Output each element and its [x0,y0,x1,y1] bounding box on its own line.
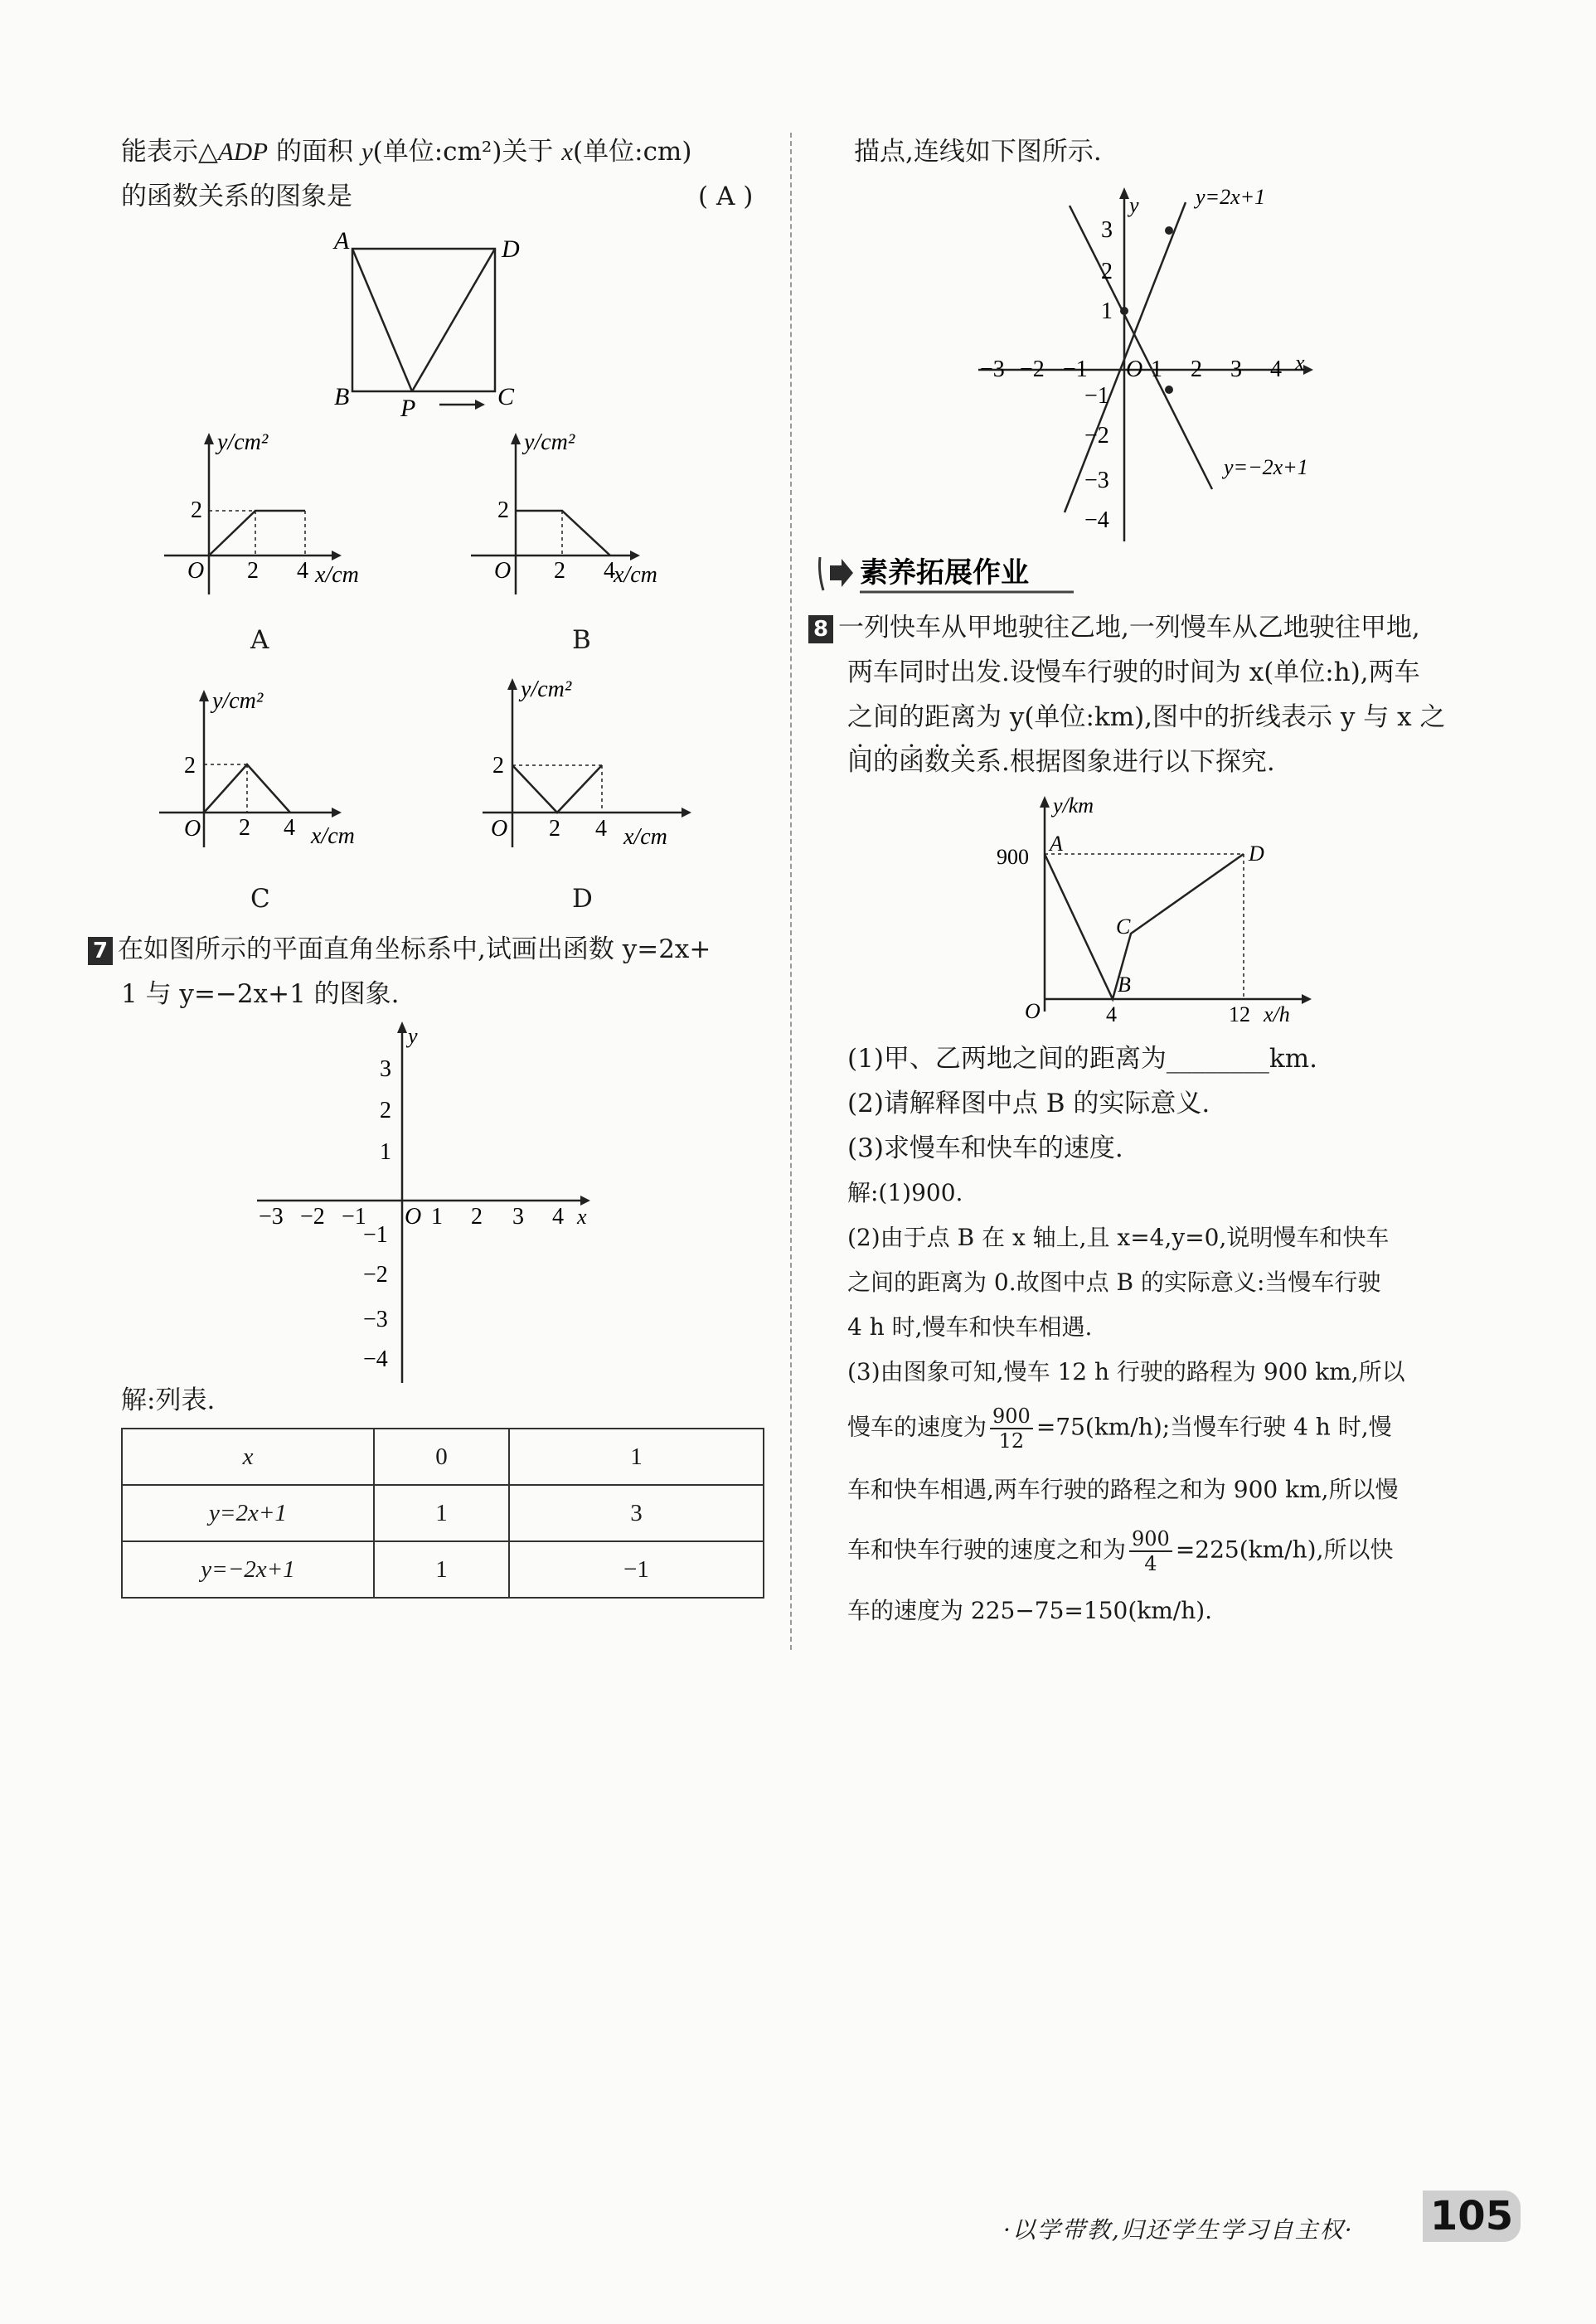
svg-text:−3: −3 [980,357,1005,382]
q8-solution-3a: (3)由图象可知,慢车 12 h 行驶的路程为 900 km,所以 [847,1358,1405,1385]
q7-line2: 1 与 y=−2x+1 的图象. [121,979,400,1009]
label-b: B [334,383,350,410]
svg-text:1: 1 [1101,298,1113,324]
svg-text:−2: −2 [1020,357,1045,382]
segment-ap [352,249,412,391]
option-a-graph [158,425,398,607]
q7-solution-label: 解:列表. [121,1385,216,1415]
svg-text:4: 4 [604,558,615,584]
q8-solution-3d: 车和快车行驶的速度之和为 $\frac{900}{4}$ =225(km/h),所以快 [847,1527,1394,1575]
svg-text:x/cm: x/cm [315,562,359,588]
table-cell: y=2x+1 [122,1485,374,1541]
svg-text:3: 3 [1230,357,1242,382]
svg-text:−4: −4 [1084,507,1109,533]
svg-text:−3: −3 [363,1307,388,1332]
option-b-graph [464,425,705,607]
svg-text:4: 4 [1106,1002,1117,1026]
option-c-graph [158,682,398,864]
q8-part2: (2)请解释图中点 B 的实际意义. [847,1089,1210,1118]
label-c: C [497,383,515,410]
svg-text:2: 2 [1101,259,1113,284]
svg-text:2: 2 [549,816,560,842]
svg-text:2: 2 [1191,357,1202,382]
q8-polyline [1045,854,1244,999]
svg-text:12: 12 [1229,1002,1250,1026]
svg-text:O: O [494,558,512,584]
svg-text:2: 2 [492,753,504,779]
table-row [122,1429,764,1485]
table-row [122,1541,764,1598]
table-cell: 3 [509,1485,764,1541]
segment-dp [412,249,495,391]
point-0-1 [1120,307,1128,315]
q8-line4: 间的函数关系.根据图象进行以下探究. [847,747,1275,777]
svg-text:4: 4 [595,816,607,842]
option-b-curve [516,511,610,556]
svg-text:1: 1 [431,1204,443,1230]
svg-text:A: A [1050,832,1063,856]
value-table [121,1428,764,1599]
table-cell: 1 [374,1541,509,1598]
svg-text:x/cm: x/cm [614,562,657,588]
svg-text:x/cm: x/cm [311,823,355,849]
svg-text:C: C [1116,915,1131,939]
q6-line2: 的函数关系的图象是 [121,182,352,211]
page-number: 105 [1423,2191,1521,2242]
q8-distance-graph [995,788,1327,1028]
svg-text:y: y [408,1024,418,1048]
label-d: D [502,235,520,263]
q8-solution-3b: 慢车的速度为 $\frac{900}{12}$ =75(km/h);当慢车行驶 4 h 时,慢 [847,1405,1392,1453]
svg-text:O: O [1025,999,1041,1023]
q7-answer-graph [970,181,1351,546]
svg-text:B: B [1118,973,1131,997]
svg-text:2: 2 [239,815,250,841]
point-1-neg1 [1165,386,1173,394]
svg-text:y/cm²: y/cm² [212,688,264,714]
option-a-curve [209,511,305,556]
q8-solution-2b: 之间的距离为 0.故图中点 B 的实际意义:当慢车行驶 [847,1269,1381,1296]
svg-text:y/cm²: y/cm² [217,429,269,455]
option-d-graph [474,670,715,864]
table-cell: y=−2x+1 [122,1541,374,1598]
label-p: P [400,395,416,422]
label-line2: y=−2x+1 [1224,455,1308,479]
svg-text:O: O [491,816,508,842]
label-line1: y=2x+1 [1196,185,1266,209]
svg-text:2: 2 [184,753,196,779]
table-cell: −1 [509,1541,764,1598]
svg-text:x/cm: x/cm [623,824,667,850]
svg-text:1: 1 [380,1139,391,1165]
q8-solution-2c: 4 h 时,慢车和快车相遇. [847,1313,1093,1341]
svg-text:3: 3 [1101,217,1113,243]
option-c-label: C [250,884,270,914]
fraction-900-12: $\frac{900}{12}$ [990,1405,1033,1453]
q8-solution-3e: 车的速度为 225−75=150(km/h). [847,1597,1213,1624]
svg-text:y/cm²: y/cm² [521,677,572,702]
svg-text:3: 3 [512,1204,524,1230]
q7-number-badge: 7 [88,937,113,965]
svg-text:O: O [405,1204,422,1230]
q7-blank-coordinate-plane [249,1020,614,1385]
svg-text:−1: −1 [1063,357,1088,382]
table-cell: 1 [374,1485,509,1541]
footer-slogan: ·以学带教,归还学生学习自主权· [1003,2216,1354,2244]
table-cell: x [122,1429,374,1485]
q8-solution-3c: 车和快车相遇,两车行驶的路程之和为 900 km,所以慢 [847,1476,1399,1503]
svg-text:2: 2 [471,1204,483,1230]
option-b-label: B [572,625,591,655]
table-cell: 1 [509,1429,764,1485]
arrow-icon [830,559,853,587]
svg-text:D: D [1249,842,1264,866]
q8-line1: 8 一列快车从甲地驶往乙地,一列慢车从乙地驶往甲地, [808,605,1420,650]
svg-text:−2: −2 [1084,423,1109,449]
svg-text:900: 900 [997,845,1029,869]
svg-text:4: 4 [1270,357,1282,382]
bracket-icon [820,557,824,590]
svg-text:4: 4 [552,1204,564,1230]
q8-solution-1: 解:(1)900. [847,1179,963,1206]
svg-text:y/cm²: y/cm² [524,429,575,455]
table-cell: 0 [374,1429,509,1485]
svg-text:−3: −3 [1084,468,1109,493]
svg-text:−4: −4 [363,1346,388,1372]
q7-line1: 7 在如图所示的平面直角坐标系中,试画出函数 y=2x+ [88,927,711,972]
svg-text:2: 2 [380,1098,391,1123]
option-d-curve [512,765,602,813]
svg-text:2: 2 [554,558,565,584]
option-a-label: A [250,625,269,655]
motion-arrow-head [475,400,485,410]
svg-text:O: O [187,558,205,584]
svg-text:x/h: x/h [1264,1002,1290,1026]
svg-text:O: O [184,816,201,842]
svg-text:−1: −1 [1084,383,1109,409]
q8-part3: (3)求慢车和快车的速度. [847,1133,1123,1163]
svg-text:y: y [1129,193,1139,217]
svg-text:x: x [1295,351,1305,375]
q8-line3: 之间的距离为 y(单位:km),图中的折线表示 y 与 x 之 [847,702,1446,732]
q8-line2: 两车同时出发.设慢车行驶的时间为 x(单位:h),两车 [847,657,1420,687]
svg-text:2: 2 [497,497,509,523]
plot-intro: 描点,连线如下图所示. [854,137,1102,167]
table-row [122,1485,764,1541]
option-d-label: D [572,884,593,914]
svg-text:x: x [577,1205,587,1229]
svg-text:−3: −3 [259,1204,284,1230]
label-a: A [334,227,350,255]
svg-text:−2: −2 [363,1262,388,1288]
section-title: 素养拓展作业 [860,556,1029,589]
svg-text:1: 1 [1151,357,1162,382]
point-1-3 [1165,226,1173,235]
q8-part1: (1)甲、乙两地之间的距离为________km. [847,1044,1317,1074]
svg-text:O: O [1126,357,1143,382]
q8-number-badge: 8 [808,615,833,643]
q8-solution-2a: (2)由于点 B 在 x 轴上,且 x=4,y=0,说明慢车和快车 [847,1224,1390,1251]
square-figure [327,224,543,423]
svg-text:−2: −2 [300,1204,325,1230]
column-divider [790,133,792,1650]
svg-text:2: 2 [247,558,259,584]
q6-answer: ( A ) [698,182,754,211]
svg-text:3: 3 [380,1056,391,1082]
svg-text:2: 2 [191,497,202,523]
q6-line1: 能表示△ADP 的面积 y(单位:cm²)关于 x(单位:cm) [121,137,692,167]
svg-text:4: 4 [297,558,308,584]
section-header [817,549,1082,597]
svg-text:−1: −1 [342,1204,366,1230]
fraction-900-4: $\frac{900}{4}$ [1129,1527,1172,1575]
svg-text:−1: −1 [363,1222,388,1248]
svg-text:4: 4 [284,815,295,841]
svg-text:y/km: y/km [1053,793,1094,818]
